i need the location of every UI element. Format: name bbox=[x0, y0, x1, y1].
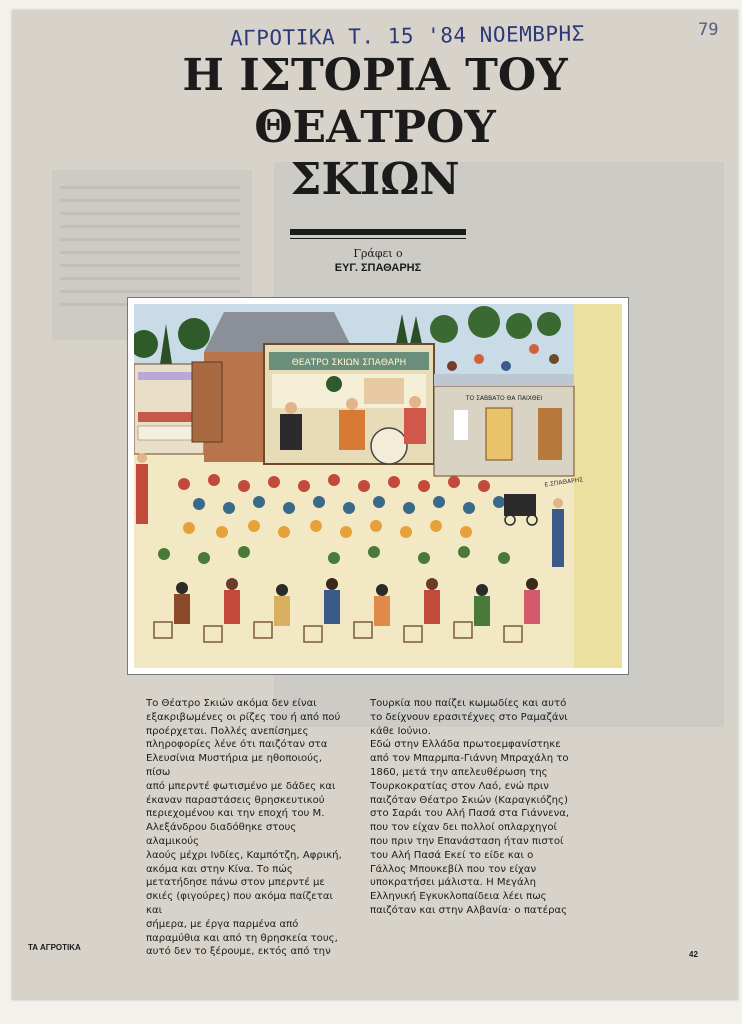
left-line: σήμερα, με έργα παρμένα από bbox=[146, 918, 299, 930]
right-line: Τουρκοκρατίας στον Λαό, ενώ πριν bbox=[370, 780, 549, 792]
left-line: Ελευσίνια Μυστήρια με ηθοποιούς, πίσω bbox=[146, 753, 323, 778]
left-line: από μπερντέ φωτισμένο με δάδες και bbox=[146, 780, 336, 792]
article-title-line-2: ΘΕΑΤΡΟΥ bbox=[254, 102, 496, 153]
article-column-right bbox=[370, 697, 570, 918]
right-line: Τουρκία που παίζει κωμωδίες και αυτό bbox=[370, 698, 567, 709]
left-line: εξακριβωμένες οι ρίζες του ή από πού bbox=[146, 711, 341, 723]
theatre-banner-text: ΘΕΑΤΡΟ ΣΚΙΩΝ ΣΠΑΘΑΡΗ bbox=[291, 358, 407, 368]
page-number: 42 bbox=[689, 950, 698, 959]
handwritten-source-note: ΑΓΡΟΤΙΚΑ Τ. 15 '84 ΝΟΕΜΒΡΗΣ bbox=[229, 21, 586, 51]
left-line: περιεχομένου και την εποχή του Μ. bbox=[146, 808, 325, 820]
right-line: Ελληνική Εγκυκλοπαίδεια λέει πως bbox=[370, 891, 547, 903]
left-line: παραμύθια και από τη θρησκεία τους, bbox=[146, 932, 338, 944]
article-column-left bbox=[146, 697, 346, 959]
left-line: Αλεξάνδρου διαδόθηκε στους αλαμικούς bbox=[146, 822, 297, 847]
byline-prefix: Γράφει ο bbox=[353, 247, 403, 260]
left-line: σκιές (φιγούρες) που ακόμα παίζεται και bbox=[146, 891, 333, 916]
left-line: ακόμα και στην Κίνα. Το πώς bbox=[146, 863, 293, 875]
painter-signature: Ε.ΣΠΑΘΑΡΗΣ bbox=[544, 476, 584, 489]
shadow-theatre-illustration bbox=[127, 297, 629, 675]
title-rule-thick bbox=[290, 229, 466, 235]
article-title-line-1: Η ΙΣΤΟΡΙΑ ΤΟΥ bbox=[182, 50, 568, 101]
right-line: που πριν την Επανάσταση ήταν πιστοί bbox=[370, 835, 564, 847]
left-line: αυτό δεν το ξέρουμε, εκτός από την bbox=[146, 946, 331, 958]
handwritten-page-number: 79 bbox=[698, 20, 719, 40]
left-line: μετατήδησε πάνω στον μπερντέ με bbox=[146, 877, 325, 889]
right-line: παιζόταν και στην Αλβανία· ο πατέρας bbox=[370, 904, 568, 916]
right-line: στο Σαράι του Αλή Πασά στα Γιάννενα, bbox=[370, 808, 570, 820]
left-line: προέρχεται. Πολλές ανεπίσημες bbox=[146, 725, 309, 737]
left-line: πληροφορίες λένε ότι παιζόταν στα bbox=[146, 739, 328, 751]
right-line: το δείχνουν ερασιτέχνες στο Ραμαζάνι bbox=[370, 711, 568, 723]
right-line: κάθε Ιούνιο. bbox=[370, 725, 431, 737]
right-line: του Αλή Πασά Εκεί το είδε και ο bbox=[370, 849, 534, 861]
right-line: που τον είχαν δει πολλοί οπλαρχηγοί bbox=[370, 822, 557, 834]
poster-text: ΤΟ ΣΑΒΒΑΤΟ ΘΑ ΠΑΙΧΘΕΙ bbox=[465, 395, 543, 402]
right-line: Γάλλος Μπουκεβίλ που τον είχαν bbox=[370, 863, 537, 875]
right-line: παιζόταν Θέατρο Σκιών (Καραγκιόζης) bbox=[370, 794, 568, 806]
left-line: έκαναν παραστάσεις θρησκευτικού bbox=[146, 794, 325, 806]
byline-author: ΕΥΓ. ΣΠΑΘΑΡΗΣ bbox=[334, 262, 422, 274]
left-line: Το Θέατρο Σκιών ακόμα δεν είναι bbox=[146, 698, 317, 709]
title-rule-thin bbox=[290, 238, 466, 239]
right-line: από τον Μπαρμπα-Γιάννη Μπραχάλη το bbox=[370, 753, 569, 765]
illustration-painting bbox=[134, 304, 622, 668]
right-line: υποκρατήσει μάλιστα. Η Μεγάλη bbox=[370, 877, 537, 889]
right-line: Εδώ στην Ελλάδα πρωτοεμφανίστηκε bbox=[370, 739, 561, 751]
article-title-line-3: ΣΚΙΩΝ bbox=[290, 154, 460, 205]
left-line: λαούς μέχρι Ινδίες, Καμπότζη, Αφρική, bbox=[146, 849, 342, 861]
magazine-name: ΤΑ ΑΓΡΟΤΙΚΑ bbox=[28, 943, 81, 952]
right-line: 1860, μετά την απελευθέρωση της bbox=[370, 766, 548, 778]
